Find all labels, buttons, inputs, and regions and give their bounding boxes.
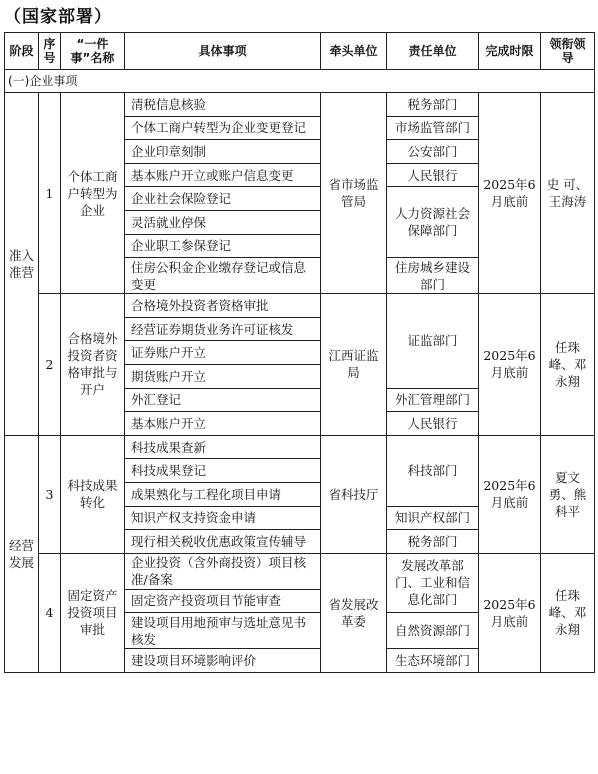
resp-unit: 证监部门 [387, 294, 479, 388]
item-cell: 企业印章刻制 [125, 140, 321, 164]
resp-unit: 公安部门 [387, 140, 479, 164]
leaders: 夏文勇、熊科平 [541, 435, 595, 553]
header-cell: 序号 [39, 33, 61, 70]
resp-unit: 税务部门 [387, 93, 479, 117]
item-cell: 企业投资（含外商投资）项目核准/备案 [125, 553, 321, 589]
resp-unit: 生态环境部门 [387, 649, 479, 673]
header-cell: 完成时限 [479, 33, 541, 70]
resp-unit: 市场监管部门 [387, 116, 479, 140]
deadline: 2025年6月底前 [479, 435, 541, 553]
group-name: 科技成果转化 [61, 435, 125, 553]
group-name: 合格境外投资者资格审批与开户 [61, 294, 125, 436]
header-row [5, 33, 595, 70]
item-cell: 证券账户开立 [125, 341, 321, 365]
group-name: 固定资产投资项目审批 [61, 553, 125, 672]
item-cell: 现行相关税收优惠政策宣传辅导 [125, 530, 321, 554]
stage-cell: 准入准营 [5, 93, 39, 436]
group-name: 个体工商户转型为企业 [61, 93, 125, 294]
item-cell: 基本账户开立 [125, 412, 321, 436]
item-cell: 知识产权支持资金申请 [125, 506, 321, 530]
item-cell: 经营证券期货业务许可证核发 [125, 317, 321, 341]
resp-unit: 外汇管理部门 [387, 388, 479, 412]
resp-unit: 人民银行 [387, 163, 479, 187]
item-cell: 建设项目环境影响评价 [125, 649, 321, 673]
group-number: 1 [39, 93, 61, 294]
resp-unit: 人力资源社会保障部门 [387, 187, 479, 258]
header-cell: 责任单位 [387, 33, 479, 70]
item-cell: 个体工商户转型为企业变更登记 [125, 116, 321, 140]
header-cell: 领衔领导 [541, 33, 595, 70]
leaders: 任珠峰、邓永翔 [541, 553, 595, 672]
header-cell: 牵头单位 [321, 33, 387, 70]
section-title: (一)企业事项 [5, 70, 595, 93]
item-cell: 科技成果登记 [125, 459, 321, 483]
item-cell: 住房公积金企业缴存登记或信息变更 [125, 258, 321, 294]
stage-cell: 经营发展 [5, 435, 39, 672]
item-cell: 企业职工参保登记 [125, 234, 321, 258]
resp-unit: 自然资源部门 [387, 613, 479, 649]
item-cell: 灵活就业停保 [125, 210, 321, 234]
header-cell: 阶段 [5, 33, 39, 70]
resp-unit: 人民银行 [387, 412, 479, 436]
leaders: 史 可、王海涛 [541, 93, 595, 294]
item-cell: 科技成果查新 [125, 435, 321, 459]
leaders: 任珠峰、邓永翔 [541, 294, 595, 436]
item-cell: 基本账户开立或账户信息变更 [125, 163, 321, 187]
page-title: （国家部署） [4, 7, 112, 27]
resp-unit: 知识产权部门 [387, 506, 479, 530]
group-number: 3 [39, 435, 61, 553]
section-row [5, 70, 595, 93]
lead-unit: 江西证监局 [321, 294, 387, 436]
lead-unit: 省发展改革委 [321, 553, 387, 672]
item-cell: 建设项目用地预审与选址意见书核发 [125, 613, 321, 649]
deadline: 2025年6月底前 [479, 294, 541, 436]
item-cell: 外汇登记 [125, 388, 321, 412]
item-cell: 期货账户开立 [125, 364, 321, 388]
lead-unit: 省科技厅 [321, 435, 387, 553]
deadline: 2025年6月底前 [479, 553, 541, 672]
resp-unit: 科技部门 [387, 435, 479, 506]
resp-unit: 住房城乡建设部门 [387, 258, 479, 294]
item-cell: 企业社会保险登记 [125, 187, 321, 211]
resp-unit: 税务部门 [387, 530, 479, 554]
group-number: 4 [39, 553, 61, 672]
item-cell: 成果熟化与工程化项目申请 [125, 482, 321, 506]
item-cell: 固定资产投资项目节能审查 [125, 589, 321, 613]
group-number: 2 [39, 294, 61, 436]
deadline: 2025年6月底前 [479, 93, 541, 294]
item-cell: 合格境外投资者资格审批 [125, 294, 321, 318]
resp-unit: 发展改革部门、工业和信息化部门 [387, 553, 479, 613]
lead-unit: 省市场监管局 [321, 93, 387, 294]
header-cell: 具体事项 [125, 33, 321, 70]
item-cell: 清税信息核验 [125, 93, 321, 117]
task-table [4, 32, 595, 673]
header-cell: “一件事”名称 [61, 33, 125, 70]
